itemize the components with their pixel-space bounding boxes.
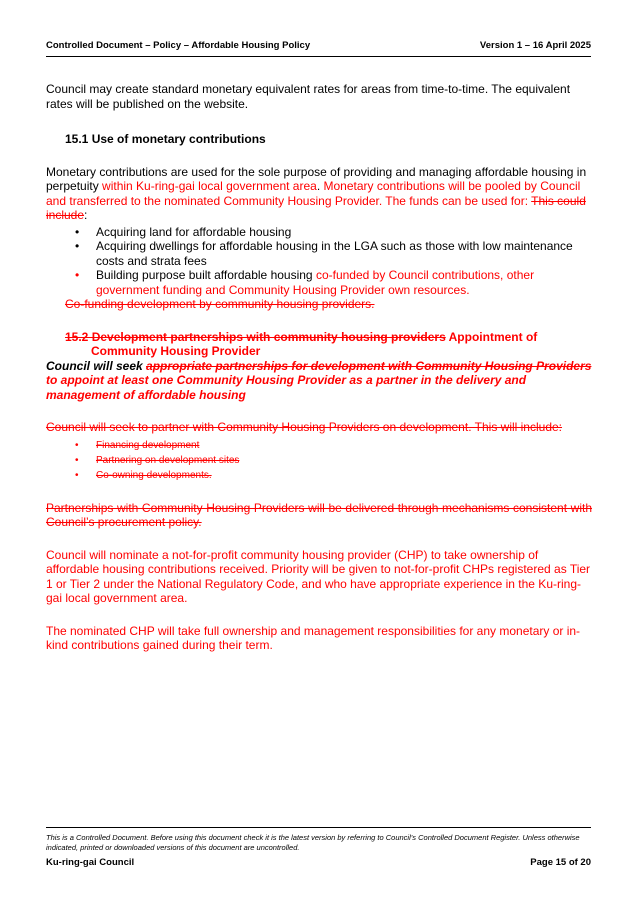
bullet-icon: •	[75, 469, 79, 481]
list-item: • Co-owning developments.	[75, 469, 212, 481]
organisation-name: Ku-ring-gai Council	[46, 857, 135, 868]
page-footer	[46, 857, 591, 868]
bullet-icon: •	[75, 439, 79, 451]
document-body	[46, 82, 592, 653]
deleted-text-could-include: This could include	[46, 193, 586, 222]
controlled-document-note: This is a Controlled Document. Before using this document check it is the latest version by referring to Council’s Controlled Document Register. Unless otherwise indicated, printed or downloaded versions of this document are uncontrolled.	[46, 827, 591, 853]
text-colon: :	[84, 208, 88, 222]
bullet-icon: •	[75, 239, 80, 253]
paragraph-chp-ownership: The nominated CHP will take full ownership and management responsibilities for any monetary or in-kind contributions gained during their term.	[46, 623, 581, 652]
inserted-heading-text: Appointment of Community Housing Provider	[91, 329, 538, 358]
list-item: • Partnering on development sites	[75, 454, 240, 466]
list-item: • Acquiring dwellings for affordable housing in the LGA such as those with low maintenance costs and strata fees	[75, 239, 573, 268]
inserted-text-cofunded: co-funded by Council contributions, other government funding and Community Housing Provider own resources.	[96, 268, 535, 297]
deleted-paragraph-partner: Council will seek to partner with Community Housing Providers on development. This will include:	[46, 420, 563, 434]
inserted-text-appoint: to appoint at least one Community Housing Provider as a partner in the delivery and management of affordable housing	[46, 373, 527, 402]
paragraph-equivalent-rates: Council may create standard monetary equivalent rates for areas from time-to-time. The equivalent rates will be published on the website.	[46, 82, 571, 111]
bullet-icon: •	[75, 224, 80, 239]
text-council-will-seek: Council will seek	[46, 358, 147, 373]
list-item: • Acquiring land for affordable housing	[75, 224, 292, 239]
deleted-heading-text: 15.2 Development partnerships with community housing providers	[65, 329, 446, 344]
text-period: .	[316, 179, 324, 193]
document-title: Controlled Document – Policy – Affordable Housing Policy	[46, 40, 311, 51]
paragraph-monetary-contributions	[46, 165, 592, 223]
deleted-text-partnerships: appropriate partnerships for development with Community Housing Providers	[146, 358, 592, 373]
uses-list	[46, 225, 592, 298]
document-version: Version 1 – 16 April 2025	[479, 40, 591, 51]
deleted-text-cofunding: Co-funding development by community housing providers.	[65, 297, 375, 311]
page-number: Page 15 of 20	[530, 857, 591, 868]
section-heading-15-2	[46, 330, 592, 359]
list-item: • Financing development	[75, 439, 200, 451]
text-purpose: Monetary contributions are used for the sole purpose of providing and managing affordable housing in perpetuity	[46, 164, 587, 193]
bullet-icon: •	[75, 268, 80, 282]
paragraph-council-will-seek	[46, 359, 592, 403]
deleted-partner-list	[46, 438, 592, 483]
inserted-text-lga: within Ku-ring-gai local government area	[98, 179, 317, 193]
list-item: • Building purpose built affordable housing co-funded by Council contributions, other government funding and Community Housing Provider own resources.	[75, 268, 535, 297]
inserted-text-pooled: Monetary contributions will be pooled by Council and transferred to the nominated Community Housing Provider. The funds can be used for:	[46, 179, 581, 208]
bullet-icon: •	[75, 454, 79, 466]
page-header	[46, 40, 591, 57]
section-heading-15-1: 15.1 Use of monetary contributions	[65, 132, 266, 146]
paragraph-nominate-chp: Council will nominate a not-for-profit community housing provider (CHP) to take ownership of affordable housing contributions received. Priority will be given to not-for-profit CHPs registered as Tier 1 or Tier 2 under the National Regulatory Code, and who have appropriate experience in the Ku-ring-gai local government area.	[46, 547, 591, 605]
deleted-paragraph-procurement: Partnerships with Community Housing Providers will be delivered through mechanisms consistent with Council’s procurement policy.	[46, 500, 592, 529]
